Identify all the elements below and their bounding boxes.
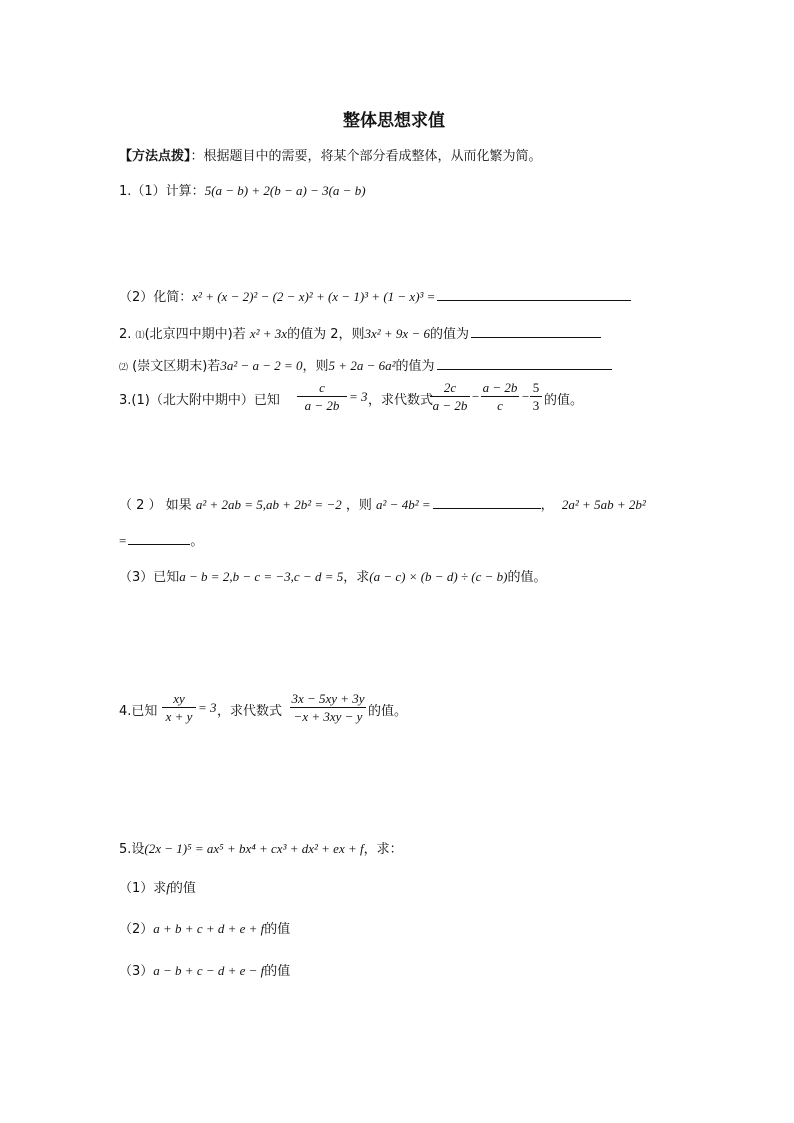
q3-part3 <box>119 566 547 585</box>
q5-p3-tail: 的值 <box>264 964 291 979</box>
q4-eq: = 3 <box>198 700 217 715</box>
q3-p1-f1 <box>430 380 470 413</box>
page-title: 整体思想求值 <box>343 111 445 131</box>
q3-p3-expr: a − b = 2,b − c = −3,c − d = 5 <box>179 569 344 584</box>
q5-p2-expr: a + b + c + d + e + f <box>153 921 265 936</box>
tip-text: ：根据题目中的需要，将某个部分看成整体，从而化繁为简。 <box>190 149 542 164</box>
q3-p2-comma: ， <box>540 498 554 513</box>
q2-p1-sub: ⑴ <box>135 331 145 341</box>
q3-p1-tail: 的值。 <box>544 393 584 408</box>
q3-part2-line2 <box>119 530 203 549</box>
q4-mid: ，求代数式 <box>217 704 283 719</box>
q3-p1-f1-den: a − 2b <box>432 398 468 413</box>
q5-p3-expr: a − b + c − d + e − f <box>153 963 265 978</box>
q3-part2 <box>119 494 646 513</box>
q2-p1-expr2: 3x² + 9x − 6 <box>364 326 430 341</box>
fraction-bar <box>162 707 196 708</box>
q3-p1-eq: = 3 <box>349 389 368 404</box>
q5-tail: ，求： <box>363 842 403 857</box>
q3-p2-expr: a² + 2ab = 5,ab + 2b² = −2 <box>195 497 342 512</box>
q2-p1-expr: x² + 3x <box>249 326 288 341</box>
q2-p2-expr2: 5 + 2a − 6a² <box>328 358 396 373</box>
fraction-bar <box>481 396 519 397</box>
q3-p2-expr2: a² − 4b² = <box>376 497 431 512</box>
q3-p1-frac <box>297 380 347 413</box>
q5-stem <box>119 838 403 857</box>
q3-p2-answer-blank-2[interactable] <box>128 532 190 545</box>
q5-p2-tail: 的值 <box>264 922 291 937</box>
q3-p1-f2-num: a − 2b <box>482 380 518 395</box>
q3-p2-end: 。 <box>190 534 204 549</box>
q5-part1 <box>119 877 196 896</box>
q5-part2 <box>119 918 290 937</box>
q3-p2-answer-blank-1[interactable] <box>433 496 541 509</box>
q3-p2-expr3: 2a² + 5ab + 2b² <box>561 497 646 512</box>
q3-p1-mid: ，求代数式 <box>368 393 434 408</box>
q3-p1-f3 <box>530 380 542 413</box>
q5-expr: (2x − 1)⁵ = ax⁵ + bx⁴ + cx³ + dx² + ex + f <box>144 841 364 856</box>
q1-p2-expr: x² + (x − 2)² − (2 − x)² + (x − 1)³ + (1 − x)³ = <box>192 289 436 304</box>
q3-p1-minus-2: − <box>521 389 530 404</box>
q3-p1-f2 <box>481 380 519 413</box>
q4-f2-den: −x + 3xy − y <box>293 709 363 724</box>
q2-p2-answer-blank[interactable] <box>437 357 612 370</box>
q4-frac-den: x + y <box>165 709 193 724</box>
q5-p1-label: （1）求 <box>119 881 167 896</box>
q5-label: 5.设 <box>119 842 145 857</box>
q3-p2-label: （ 2 ） 如果 <box>119 498 192 513</box>
q5-p3-label: （3） <box>119 964 154 979</box>
q5-p1-tail: 的值 <box>169 881 196 896</box>
q2-p1-source: (北京四中期中)若 <box>144 327 246 342</box>
q1-part1 <box>119 180 366 199</box>
q3-p1-f3-num: 5 <box>532 380 540 395</box>
q5-p1-var: f <box>166 880 170 895</box>
q2-part1 <box>119 323 601 342</box>
method-tip <box>119 145 542 164</box>
q2-part2 <box>119 355 612 374</box>
q2-p1-num: 2. <box>119 327 132 342</box>
q3-p3-label: （3）已知 <box>119 570 180 585</box>
q3-p1-frac-den: a − 2b <box>304 398 340 413</box>
q2-p2-mid: ，则 <box>302 359 329 374</box>
q3-p1-f3-den: 3 <box>532 398 540 413</box>
tip-label: 【方法点拨】 <box>119 149 191 164</box>
q3-p3-expr2: (a − c) × (b − d) ÷ (c − b) <box>369 569 508 584</box>
fraction-bar <box>430 396 470 397</box>
q5-p2-label: （2） <box>119 922 154 937</box>
q1-p1-expr: 5(a − b) + 2(b − a) − 3(a − b) <box>204 183 366 198</box>
q3-p2-line2-eq: = <box>119 533 127 548</box>
q1-p1-label: 1.（1）计算： <box>119 184 205 199</box>
q2-p1-mid: 的值为 2，则 <box>287 327 365 342</box>
q2-p2-sub: ⑵ <box>119 363 129 373</box>
q3-p3-tail: 的值。 <box>507 570 547 585</box>
fraction-bar <box>290 707 366 708</box>
q3-p1-f1-num: 2c <box>443 380 457 395</box>
q2-p2-expr: 3a² − a − 2 = 0 <box>220 358 303 373</box>
q3-p1-f2-den: c <box>497 398 503 413</box>
q3-p1-label: 3.(1)（北大附中期中）已知 <box>119 393 280 408</box>
fraction-bar <box>530 396 542 397</box>
q1-p2-answer-blank[interactable] <box>437 288 631 301</box>
q2-p1-tail: 的值为 <box>429 327 469 342</box>
q4-frac2 <box>290 691 366 724</box>
q3-p1-frac-num: c <box>319 380 325 395</box>
q2-p2-tail: 的值为 <box>395 359 435 374</box>
fraction-bar <box>297 396 347 397</box>
q3-p3-mid: ，求 <box>343 570 370 585</box>
q4-f2-num: 3x − 5xy + 3y <box>291 691 365 706</box>
q3-p2-mid: ，则 <box>345 498 372 513</box>
q3-p1-minus: − <box>471 389 480 404</box>
q4-frac-num: xy <box>173 691 185 706</box>
q1-p2-label: （2）化简： <box>119 290 193 305</box>
q2-p1-answer-blank[interactable] <box>471 325 601 338</box>
q4-frac1 <box>162 691 196 724</box>
q4-tail: 的值。 <box>368 704 408 719</box>
q2-p2-source: (崇文区期末)若 <box>132 359 221 374</box>
q1-part2 <box>119 286 631 305</box>
q4-label: 4.已知 <box>119 704 158 719</box>
q5-part3 <box>119 960 290 979</box>
